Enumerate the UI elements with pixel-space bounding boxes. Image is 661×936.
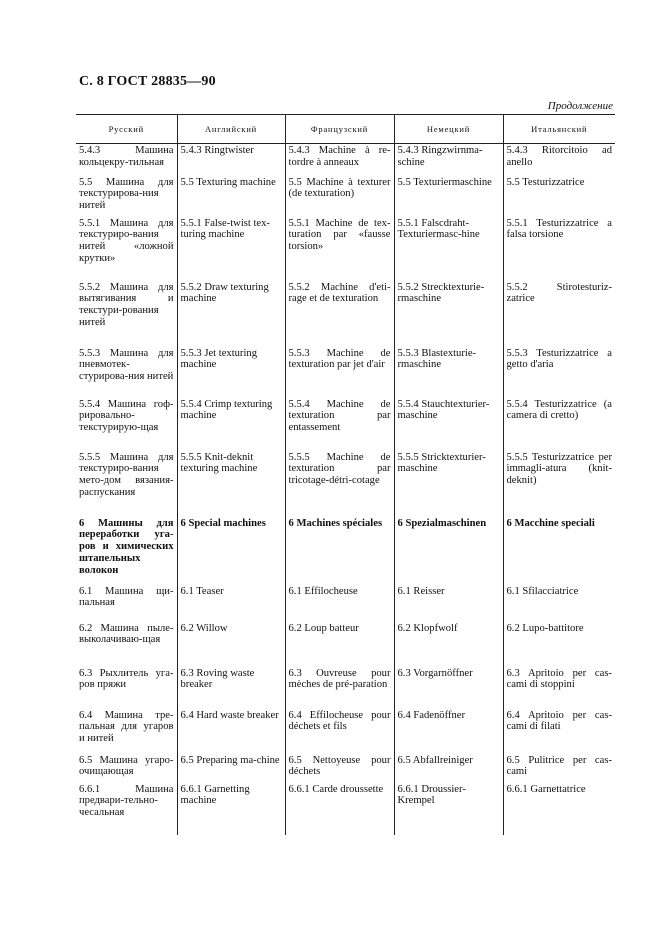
term-german: 5.5.4 Stauchtexturier-maschine <box>394 398 503 451</box>
column-header-french: Французский <box>285 115 394 144</box>
term-russian: 6.1 Машина щи-пальная <box>79 585 174 609</box>
term-german: 5.5.3 Blastexturie-rmaschine <box>394 347 503 398</box>
table-row <box>76 398 615 451</box>
table-header-row <box>76 115 615 144</box>
table-row <box>76 783 615 835</box>
term-italian: 5.4.3 Ritorcitoio ad anello <box>503 144 615 176</box>
term-german: 5.5.2 Strecktexturie-rmaschine <box>394 281 503 347</box>
term-german: 6.6.1 Droussier-Krempel <box>394 783 503 835</box>
term-french: 6.3 Ouvreuse pour mèches de pré-paration <box>285 667 394 709</box>
continuation-label: Продолжение <box>547 100 613 112</box>
term-italian: 6.6.1 Garnettatrice <box>503 783 615 835</box>
term-english: 5.5.4 Crimp texturing machine <box>177 398 285 451</box>
term-english: 6.4 Hard waste breaker <box>177 709 285 754</box>
term-french: 5.5.1 Machine de tex-turation par «fausse torsion» <box>285 217 394 281</box>
term-german: 6.2 Klopfwolf <box>394 622 503 667</box>
term-german: 5.5.5 Stricktexturier-maschine <box>394 451 503 517</box>
term-english: 5.4.3 Ringtwister <box>177 144 285 176</box>
term-english: 6.1 Teaser <box>177 585 285 622</box>
term-russian: 6.6.1 Машина предвари-тельно-чесальная <box>79 783 174 819</box>
term-italian: 6.3 Apritoio per cas-cami di stoppini <box>503 667 615 709</box>
table-row <box>76 709 615 754</box>
term-russian: 6.2 Машина пыле-выколачиваю-щая <box>79 622 174 646</box>
term-french: 5.5.3 Machine de texturation par jet d'air <box>285 347 394 398</box>
term-german: 6.1 Reisser <box>394 585 503 622</box>
term-french: 5.5.2 Machine d'eti-rage et de texturation <box>285 281 394 347</box>
term-french: 6.1 Effilocheuse <box>285 585 394 622</box>
term-german: 6.4 Fadenöffner <box>394 709 503 754</box>
term-english: 6.5 Preparing ma-chine <box>177 754 285 783</box>
table-row <box>76 754 615 783</box>
term-english: 5.5 Texturing machine <box>177 176 285 217</box>
term-english: 5.5.5 Knit-deknit texturing machine <box>177 451 285 517</box>
table-row <box>76 585 615 622</box>
column-header-english: Английский <box>177 115 285 144</box>
term-italian: 5.5.1 Testurizzatrice a falsa torsione <box>503 217 615 281</box>
term-french: 5.5.4 Machine de texturation par entassement <box>285 398 394 451</box>
table-body <box>76 144 615 835</box>
term-russian: 6.3 Рыхлитель уга-ров пряжи <box>79 667 174 691</box>
term-russian: 5.5.3 Машина для пневмотек-стурирова-ния нитей <box>79 347 174 383</box>
table-row <box>76 144 615 176</box>
term-italian: 5.5.3 Testurizzatrice a getto d'aria <box>503 347 615 398</box>
term-italian: 6 Macchine speciali <box>503 517 615 585</box>
term-russian: 5.4.3 Машина кольцекру-тильная <box>79 145 174 168</box>
table-row <box>76 622 615 667</box>
term-english: 5.5.2 Draw texturing machine <box>177 281 285 347</box>
term-french: 6 Machines spéciales <box>285 517 394 585</box>
table-row <box>76 217 615 281</box>
term-italian: 6.5 Pulitrice per cas-cami <box>503 754 615 783</box>
term-russian: 5.5.2 Машина для вытягивания и текстури-рования нитей <box>79 281 174 328</box>
term-german: 5.5.1 Falscdraht-Texturiermasc-hine <box>394 217 503 281</box>
term-english: 6.6.1 Garnetting machine <box>177 783 285 835</box>
term-german: 5.4.3 Ringzwirnma-schine <box>394 144 503 176</box>
term-russian: 6.5 Машина угаро-очищающая <box>79 754 174 778</box>
column-header-german: Немецкий <box>394 115 503 144</box>
term-french: 5.5 Machine à texturer (de texturation) <box>285 176 394 217</box>
term-italian: 6.1 Sfilacciatrice <box>503 585 615 622</box>
term-english: 6 Special machines <box>177 517 285 585</box>
term-french: 5.4.3 Machine à re-tordre à anneaux <box>285 144 394 176</box>
term-german: 6.5 Abfallreiniger <box>394 754 503 783</box>
term-french: 6.4 Effilocheuse pour déchets et fils <box>285 709 394 754</box>
term-russian: 6 Машины для переработки уга-ров и химических штапельных волокон <box>79 517 174 576</box>
term-russian: 5.5.5 Машина для текстуриро-вания мето-дом вязания-распускания <box>79 451 174 498</box>
column-header-russian: Русский <box>76 115 177 144</box>
table-row <box>76 347 615 398</box>
term-french: 6.6.1 Carde droussette <box>285 783 394 835</box>
term-italian: 5.5.2 Stirotesturiz-zatrice <box>503 281 615 347</box>
term-french: 5.5.5 Machine de texturation par tricotage-détri-cotage <box>285 451 394 517</box>
page-header: С. 8 ГОСТ 28835—90 <box>79 74 216 89</box>
term-german: 6 Spezialmaschinen <box>394 517 503 585</box>
term-french: 6.2 Loup batteur <box>285 622 394 667</box>
column-header-italian: Итальянский <box>503 115 615 144</box>
term-italian: 6.4 Apritoio per cas-cami di filati <box>503 709 615 754</box>
term-russian: 5.5.1 Машина для текстуриро-вания нитей «ложной крутки» <box>79 217 174 264</box>
table-row <box>76 176 615 217</box>
term-italian: 6.2 Lupo-battitore <box>503 622 615 667</box>
term-french: 6.5 Nettoyeuse pour déchets <box>285 754 394 783</box>
table-row <box>76 667 615 709</box>
term-russian: 5.5.4 Машина гоф-рировально-текстурирую-щая <box>79 398 174 434</box>
term-english: 5.5.1 False-twist tex-turing machine <box>177 217 285 281</box>
term-german: 6.3 Vorgarnöffner <box>394 667 503 709</box>
term-russian: 6.4 Машина тре-пальная для угаров и нитей <box>79 709 174 745</box>
table-row <box>76 517 615 585</box>
glossary-table <box>76 114 615 835</box>
term-english: 6.3 Roving waste breaker <box>177 667 285 709</box>
term-italian: 5.5 Testurizzatrice <box>503 176 615 217</box>
table-row <box>76 451 615 517</box>
term-russian: 5.5 Машина для текстурирова-ния нитей <box>79 176 174 212</box>
term-english: 6.2 Willow <box>177 622 285 667</box>
term-italian: 5.5.5 Testurizzatrice per immagli-atura (knit-deknit) <box>503 451 615 517</box>
term-german: 5.5 Texturiermaschine <box>394 176 503 217</box>
table-row <box>76 281 615 347</box>
term-english: 5.5.3 Jet texturing machine <box>177 347 285 398</box>
term-italian: 5.5.4 Testurizzatrice (a camera di cretto) <box>503 398 615 451</box>
